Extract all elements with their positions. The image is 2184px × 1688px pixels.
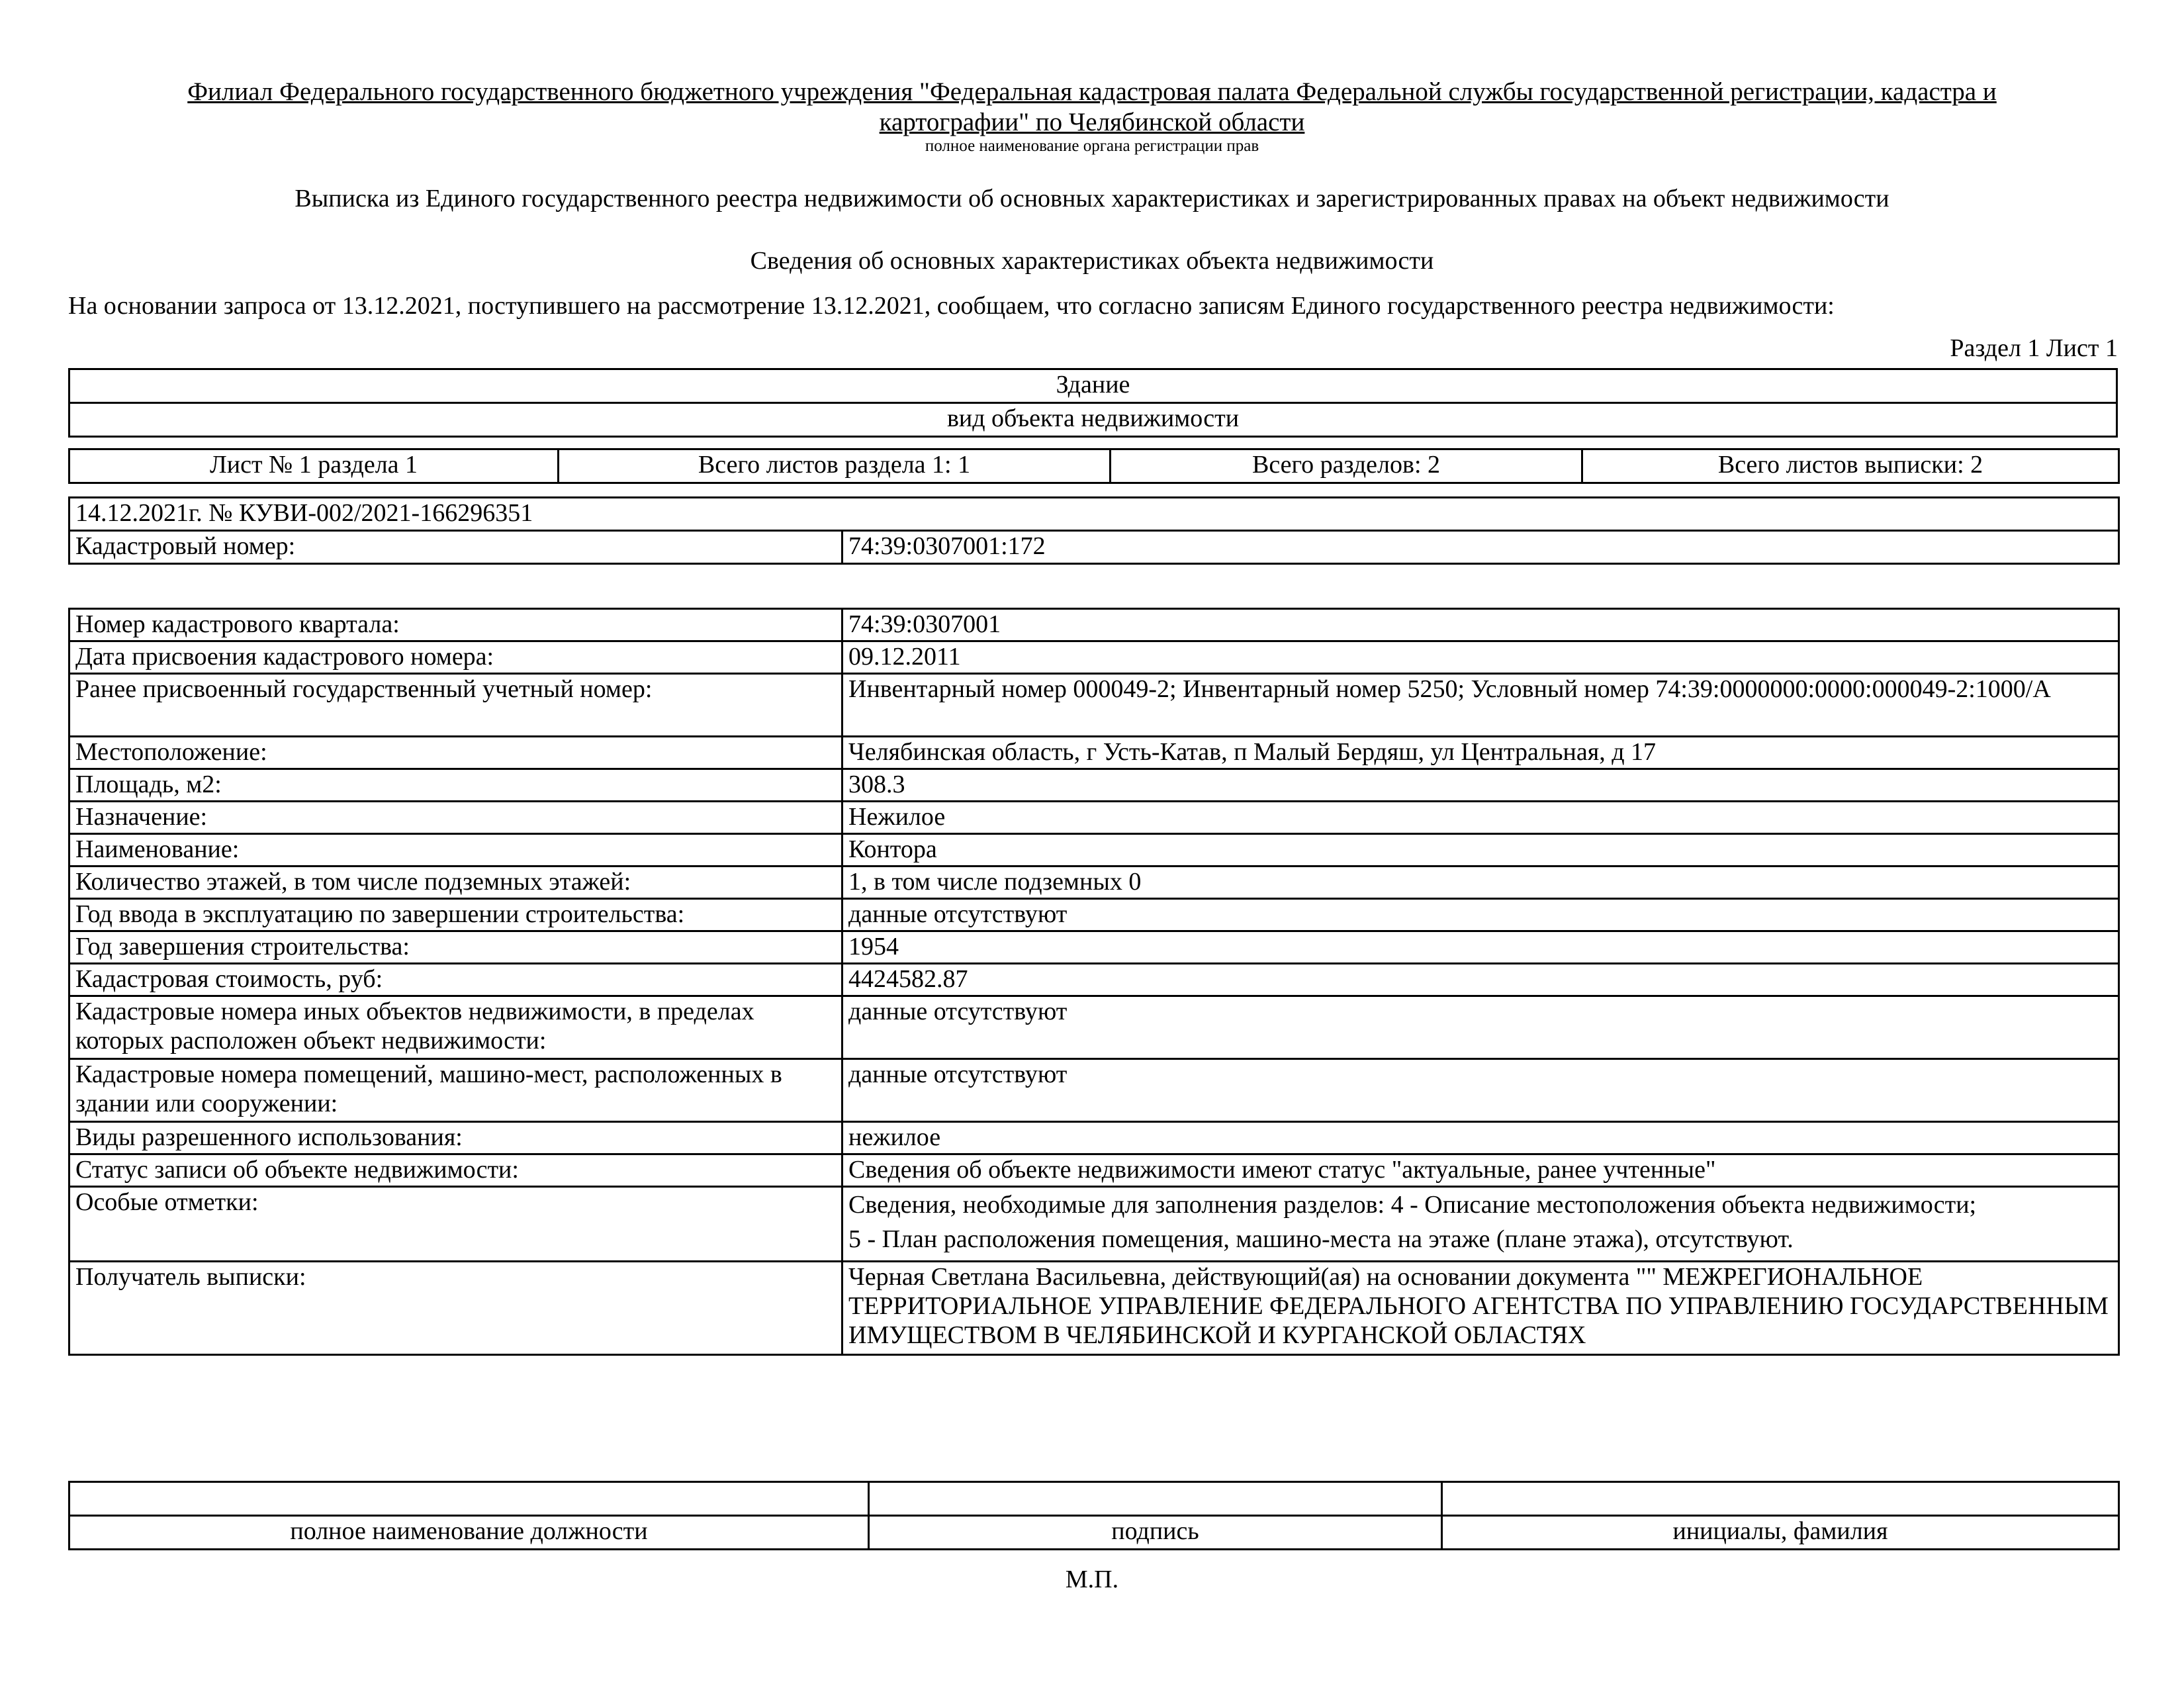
position-field [69, 1482, 869, 1516]
table-row [69, 1187, 2119, 1262]
row-value: Черная Светлана Васильевна, действующий(ая) на основании документа "" МЕЖРЕГИОНАЛЬНОЕ ТЕРРИТОРИАЛЬНОЕ УПРАВЛЕНИЕ ФЕДЕРАЛЬНОГО АГЕНТСТВА ПО УПРАВЛЕНИЮ ГОСУДАРСТВЕННЫМ ИМУЩЕСТВОМ В ЧЕЛЯБИНСКОЙ И КУРГАНСКОЙ ОБЛАСТЯХ [842, 1262, 2119, 1355]
signature-caption: подпись [869, 1516, 1442, 1550]
object-type-caption: вид объекта недвижимости [69, 403, 2117, 437]
signature-table [68, 1481, 2120, 1550]
row-label: Кадастровые номера иных объектов недвижимости, в пределах которых расположен объект недвижимости: [69, 996, 842, 1059]
row-label: Назначение: [69, 802, 842, 834]
table-row [69, 802, 2119, 834]
table-row [69, 1059, 2119, 1122]
row-label: Год ввода в эксплуатацию по завершении строительства: [69, 899, 842, 931]
row-value: 308.3 [842, 769, 2119, 802]
row-value: данные отсутствуют [842, 899, 2119, 931]
organization-name: Филиал Федерального государственного бюджетного учреждения "Федеральная кадастровая палата Федеральной службы государственной регистрации, кадастра и картографии" по Челябинской области [187, 77, 1997, 136]
section-sheet-indicator: Раздел 1 Лист 1 [1950, 334, 2118, 362]
sheets-info-table [68, 448, 2120, 484]
position-caption: полное наименование должности [69, 1516, 869, 1550]
table-row [69, 1262, 2119, 1355]
table-row [69, 899, 2119, 931]
organization-caption: полное наименование органа регистрации прав [925, 137, 1259, 155]
row-label: Кадастровая стоимость, руб: [69, 964, 842, 996]
row-label: Год завершения строительства: [69, 931, 842, 964]
characteristics-table [68, 608, 2120, 1356]
row-label: Особые отметки: [69, 1187, 842, 1262]
cadastral-number-label: Кадастровый номер: [69, 531, 842, 564]
row-value: Челябинская область, г Усть-Катав, п Малый Бердяш, ул Центральная, д 17 [842, 737, 2119, 769]
table-row [69, 931, 2119, 964]
special-notes-line: Сведения, необходимые для заполнения разделов: 4 - Описание местоположения объекта недвижимости; [848, 1191, 1977, 1219]
row-label: Площадь, м2: [69, 769, 842, 802]
object-type-table [68, 368, 2118, 438]
row-value: 1, в том числе подземных 0 [842, 867, 2119, 899]
stamp-place: М.П. [1065, 1566, 1119, 1593]
table-row [69, 609, 2119, 641]
row-value: данные отсутствуют [842, 996, 2119, 1059]
row-value: Нежилое [842, 802, 2119, 834]
row-label: Виды разрешенного использования: [69, 1122, 842, 1154]
table-row [69, 964, 2119, 996]
document-title: Выписка из Единого государственного реестра недвижимости об основных характеристиках и зарегистрированных правах на объект недвижимости [295, 185, 1889, 212]
row-label: Ранее присвоенный государственный учетный номер: [69, 674, 842, 737]
row-value: Инвентарный номер 000049-2; Инвентарный номер 5250; Условный номер 74:39:0000000:0000:000049-2:1000/А [842, 674, 2119, 737]
table-row [69, 1122, 2119, 1154]
table-row [69, 769, 2119, 802]
row-value: Контора [842, 834, 2119, 867]
table-row [69, 867, 2119, 899]
row-label: Статус записи об объекте недвижимости: [69, 1154, 842, 1187]
row-value: 1954 [842, 931, 2119, 964]
total-sections: Всего разделов: 2 [1111, 449, 1582, 483]
table-row [69, 996, 2119, 1059]
row-label: Кадастровые номера помещений, машино-мест, расположенных в здании или сооружении: [69, 1059, 842, 1122]
signature-field [869, 1482, 1442, 1516]
name-field [1442, 1482, 2119, 1516]
row-value: 09.12.2011 [842, 641, 2119, 674]
request-statement: На основании запроса от 13.12.2021, поступившего на рассмотрение 13.12.2021, сообщаем, что согласно записям Единого государственного реестра недвижимости: [68, 292, 1835, 320]
sheet-number: Лист № 1 раздела 1 [69, 449, 559, 483]
row-label: Количество этажей, в том числе подземных этажей: [69, 867, 842, 899]
extract-number-table [68, 496, 2120, 565]
row-label: Номер кадастрового квартала: [69, 609, 842, 641]
table-row [69, 834, 2119, 867]
row-label: Наименование: [69, 834, 842, 867]
special-notes-line: 5 - План расположения помещения, машино-места на этаже (плане этажа), отсутствуют. [848, 1225, 1794, 1253]
row-value: данные отсутствуют [842, 1059, 2119, 1122]
row-label: Получатель выписки: [69, 1262, 842, 1355]
object-type-value: Здание [69, 369, 2117, 403]
sheets-in-section: Всего листов раздела 1: 1 [559, 449, 1111, 483]
row-value: 74:39:0307001 [842, 609, 2119, 641]
row-value: нежилое [842, 1122, 2119, 1154]
row-label: Дата присвоения кадастрового номера: [69, 641, 842, 674]
row-value: Сведения об объекте недвижимости имеют статус "актуальные, ранее учтенные" [842, 1154, 2119, 1187]
extract-date-number: 14.12.2021г. № КУВИ-002/2021-166296351 [69, 498, 2119, 531]
table-row [69, 674, 2119, 737]
table-row [69, 641, 2119, 674]
table-row [69, 1154, 2119, 1187]
row-label: Местоположение: [69, 737, 842, 769]
name-caption: инициалы, фамилия [1442, 1516, 2119, 1550]
row-value: 4424582.87 [842, 964, 2119, 996]
table-row [69, 737, 2119, 769]
special-notes-value [842, 1187, 2119, 1262]
total-sheets: Всего листов выписки: 2 [1582, 449, 2119, 483]
section-title: Сведения об основных характеристиках объекта недвижимости [750, 247, 1434, 275]
cadastral-number-value: 74:39:0307001:172 [842, 531, 2119, 564]
